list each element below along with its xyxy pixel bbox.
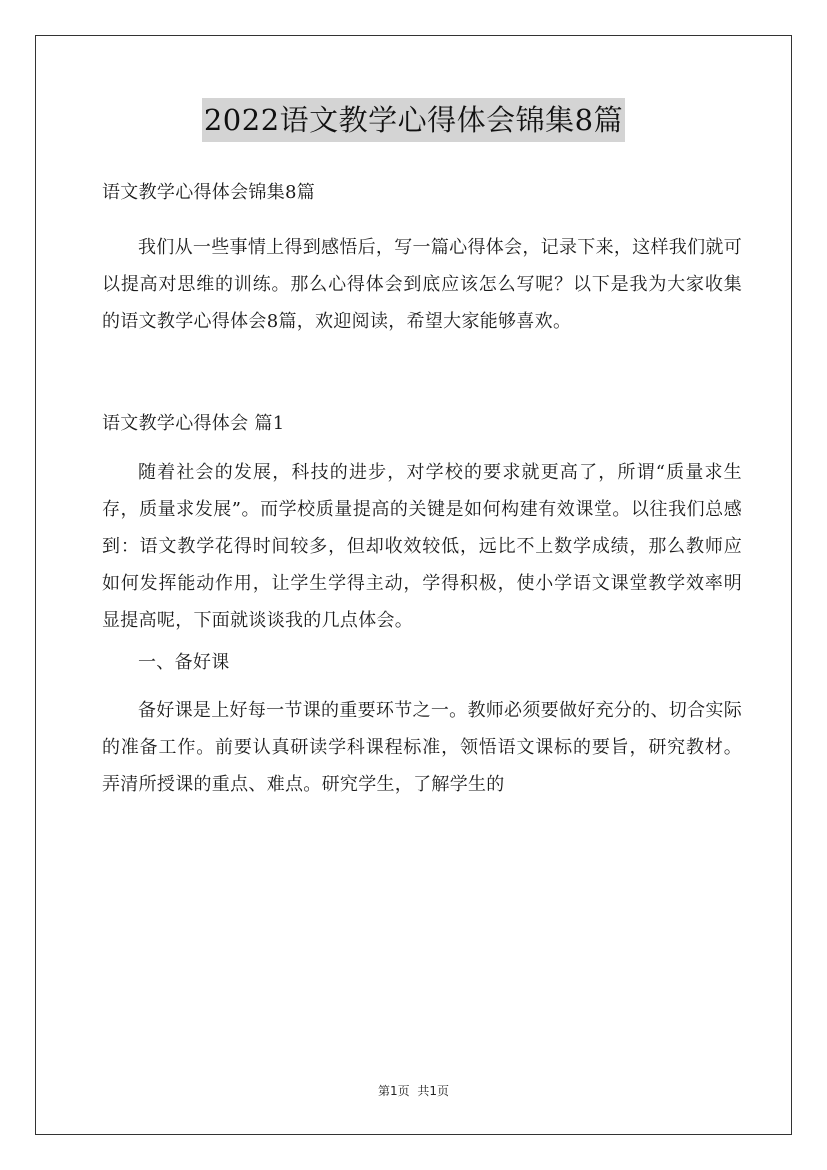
document-subtitle: 语文教学心得体会锦集8篇 <box>102 182 316 203</box>
section-paragraph: 随着社会的发展，科技的进步，对学校的要求就更高了，所谓“质量求生存，质量求发展”。而学校质量提高的关键是如何构建有效课堂。以往我们总感到：语文教学花得时间较多，但却收效较低，远比不上数学成绩，那么教师应如何发挥能动作用，让学生学得主动，学得积极，使小学语文课堂教学效率明显提高呢，下面就谈谈我的几点体会。 <box>102 462 742 631</box>
page-footer <box>0 1082 827 1099</box>
title-container <box>0 98 827 142</box>
section-paragraph: 备好课是上好每一节课的重要环节之一。教师必须要做好充分的、切合实际的准备工作。前要认真研读学科课程标准，领悟语文课标的要旨，研究教材。弄清所授课的重点、难点。研究学生，了解学生的 <box>102 700 742 795</box>
section-heading: 一、备好课 <box>138 652 230 673</box>
document-body <box>102 174 742 803</box>
intro-paragraph: 我们从一些事情上得到感悟后，写一篇心得体会，记录下来，这样我们就可以提高对思维的训练。那么心得体会到底应该怎么写呢？以下是我为大家收集的语文教学心得体会8篇，欢迎阅读，希望大家能够喜欢。 <box>102 237 742 332</box>
document-title: 2022语文教学心得体会锦集8篇 <box>202 98 625 142</box>
section-title: 语文教学心得体会 篇1 <box>102 413 285 434</box>
page-total: 共1页 <box>417 1084 450 1098</box>
page-number: 第1页 <box>377 1084 410 1098</box>
